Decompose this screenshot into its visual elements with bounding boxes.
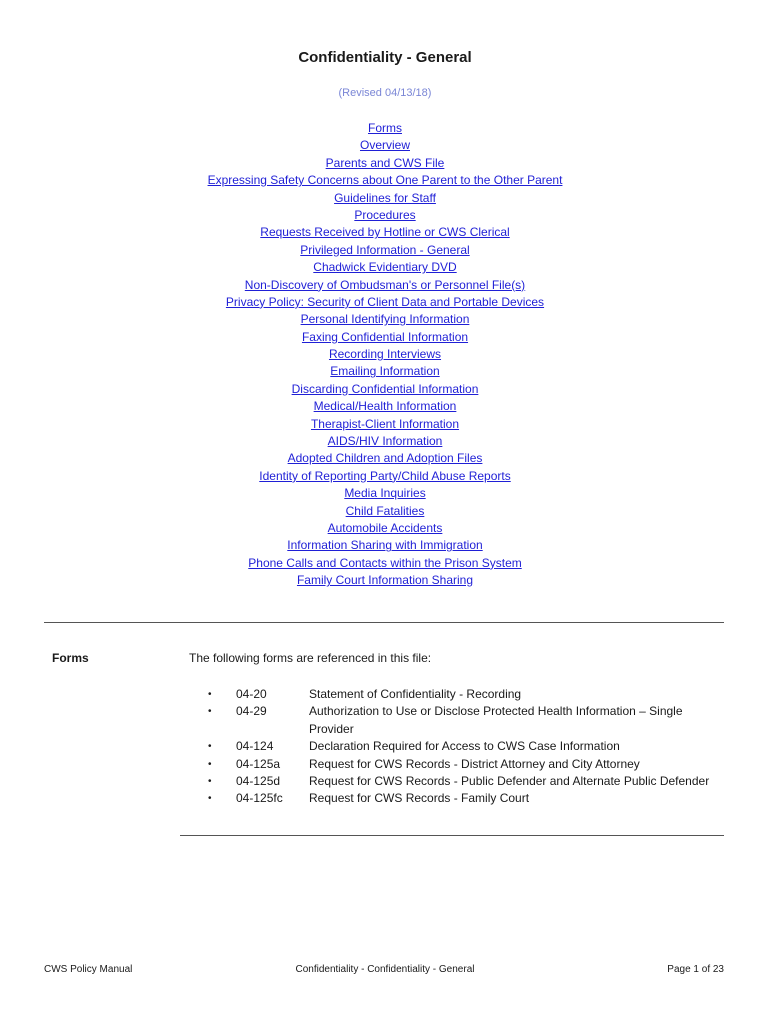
bullet-icon: •: [208, 741, 212, 753]
toc-link-therapist-client[interactable]: Therapist-Client Information: [310, 416, 460, 431]
bullet-icon: •: [208, 689, 212, 700]
toc-link-overview[interactable]: Overview: [359, 138, 410, 153]
toc-link-forms[interactable]: Forms: [368, 121, 402, 135]
list-item: [208, 756, 728, 773]
toc-item: [0, 224, 770, 241]
toc-link-privacy-policy[interactable]: Privacy Policy: Security of Client Data and Portable Devices: [225, 294, 545, 309]
toc-item: [0, 311, 770, 328]
toc-link-safety-concerns[interactable]: Expressing Safety Concerns about One Parent to the Other Parent: [207, 173, 563, 188]
toc-link-faxing[interactable]: Faxing Confidential Information: [301, 329, 469, 344]
list-item: [208, 738, 728, 755]
form-number: 04-125a: [236, 756, 281, 771]
toc-link-parents-cws-file[interactable]: Parents and CWS File: [325, 155, 445, 170]
bullet-icon: •: [208, 706, 212, 718]
toc-item: [0, 572, 770, 589]
form-number: 04-20: [236, 687, 267, 701]
toc-link-adopted-children[interactable]: Adopted Children and Adoption Files: [287, 451, 483, 466]
form-description: Authorization to Use or Disclose Protected Health Information – Single Provider: [309, 704, 683, 736]
form-description: Statement of Confidentiality - Recording: [309, 687, 522, 701]
section-divider: [44, 622, 724, 623]
toc-item: [0, 450, 770, 467]
toc-item: [0, 329, 770, 346]
toc-item: [0, 468, 770, 485]
toc-item: [0, 398, 770, 415]
toc-link-non-discovery[interactable]: Non-Discovery of Ombudsman's or Personnel File(s): [244, 277, 526, 292]
toc-link-medical-health[interactable]: Medical/Health Information: [313, 399, 457, 414]
toc-item: [0, 433, 770, 450]
toc-item: [0, 520, 770, 537]
page-title: Confidentiality - General: [298, 49, 472, 66]
list-item: [208, 773, 728, 790]
table-of-contents: [0, 120, 770, 590]
toc-item: [0, 555, 770, 572]
toc-link-media-inquiries[interactable]: Media Inquiries: [344, 486, 426, 501]
form-number: 04-125d: [236, 774, 281, 789]
toc-item: [0, 363, 770, 380]
toc-link-prison-system[interactable]: Phone Calls and Contacts within the Prison System: [248, 555, 522, 570]
toc-link-automobile-accidents[interactable]: Automobile Accidents: [327, 520, 443, 535]
form-description: Declaration Required for Access to CWS Case Information: [309, 739, 620, 754]
list-item: [208, 790, 728, 807]
toc-item: [0, 346, 770, 363]
toc-link-chadwick-dvd[interactable]: Chadwick Evidentiary DVD: [313, 260, 457, 275]
toc-item: [0, 485, 770, 502]
toc-link-child-fatalities[interactable]: Child Fatalities: [345, 503, 425, 518]
bullet-icon: •: [208, 758, 212, 770]
bullet-icon: •: [208, 776, 212, 788]
bullet-icon: •: [208, 793, 212, 805]
toc-item: [0, 120, 770, 137]
forms-intro-text: The following forms are referenced in this file:: [189, 651, 432, 665]
toc-link-aids-hiv[interactable]: AIDS/HIV Information: [327, 434, 443, 449]
toc-item: [0, 242, 770, 259]
forms-section-label: Forms: [52, 651, 89, 665]
form-number: 04-125fc: [236, 791, 283, 806]
toc-item: [0, 207, 770, 224]
toc-item: [0, 503, 770, 520]
form-description: Request for CWS Records - Family Court: [309, 791, 530, 806]
form-description: Request for CWS Records - District Attorney and City Attorney: [309, 756, 640, 771]
forms-list: [208, 686, 728, 808]
toc-link-privileged-info[interactable]: Privileged Information - General: [300, 242, 470, 257]
footer-manual-name: CWS Policy Manual: [44, 964, 133, 975]
toc-link-discarding[interactable]: Discarding Confidential Information: [291, 381, 479, 396]
toc-item: [0, 294, 770, 311]
toc-link-family-court[interactable]: Family Court Information Sharing: [296, 573, 474, 588]
toc-item: [0, 190, 770, 207]
list-item: [208, 703, 728, 738]
toc-item: [0, 155, 770, 172]
section-divider: [180, 835, 724, 836]
toc-link-recording-interviews[interactable]: Recording Interviews: [328, 347, 442, 362]
toc-item: [0, 416, 770, 433]
form-number: 04-29: [236, 704, 267, 719]
form-number: 04-124: [236, 739, 274, 754]
toc-link-reporting-party[interactable]: Identity of Reporting Party/Child Abuse Reports: [259, 468, 511, 483]
revision-date: (Revised 04/13/18): [338, 87, 432, 99]
form-description: Request for CWS Records - Public Defender and Alternate Public Defender: [309, 774, 710, 789]
toc-link-personal-identifying[interactable]: Personal Identifying Information: [300, 312, 470, 327]
toc-link-hotline-requests[interactable]: Requests Received by Hotline or CWS Clerical: [260, 225, 510, 240]
toc-link-procedures[interactable]: Procedures: [354, 207, 416, 222]
toc-item: [0, 381, 770, 398]
toc-link-guidelines-staff[interactable]: Guidelines for Staff: [334, 190, 436, 205]
toc-item: [0, 172, 770, 189]
list-item: [208, 686, 728, 703]
toc-item: [0, 137, 770, 154]
toc-item: [0, 537, 770, 554]
toc-link-emailing[interactable]: Emailing Information: [330, 364, 440, 379]
toc-item: [0, 259, 770, 276]
footer-page-number: Page 1 of 23: [667, 964, 724, 975]
toc-item: [0, 277, 770, 294]
footer-section-title: Confidentiality - Confidentiality - General: [295, 964, 475, 975]
toc-link-immigration[interactable]: Information Sharing with Immigration: [287, 538, 483, 553]
